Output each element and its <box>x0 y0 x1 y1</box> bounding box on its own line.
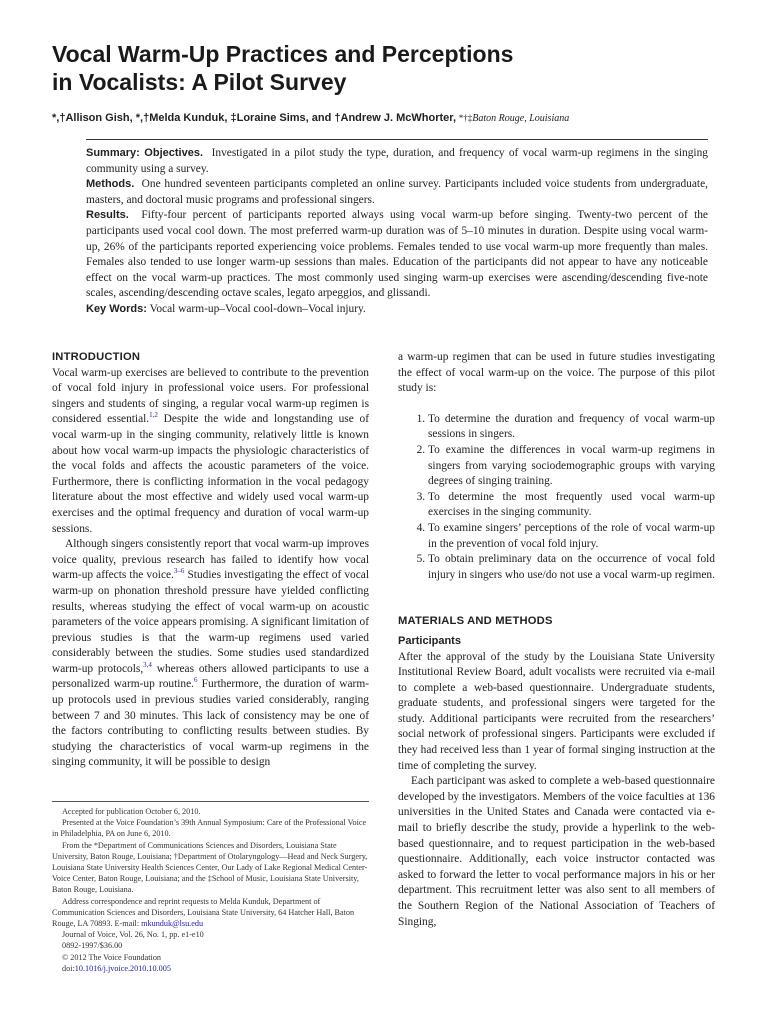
footnote-journal: Journal of Voice, Vol. 26, No. 1, pp. e1-e10 <box>62 930 204 940</box>
intro-paragraph-1 <box>52 366 369 538</box>
results-text: Fifty-four percent of participants reported always using vocal warm-up before singing. Twenty-two percent of the participants used vocal cool down. The most preferred warm-up duration was of 5–10 minutes in duration. Despite using vocal warm-up, 26% of the participants reported experiencing voice problems. Females tended to use vocal warm-up more frequently than males. Females also tended to use longer warm-up sessions than males. Education of the participants did not appear to have any noticeable effect on the vocal warm-up practices. The most commonly used singing warm-up exercises were ascending/descending five-note scales, ascending/descending octave scales, legato arpeggios, and glissandi. <box>86 209 708 300</box>
intro-continued: a warm-up regimen that can be used in future studies investigating the effect of vocal warm-up on the voice. The purpose of this pilot study is: <box>398 351 715 395</box>
aims-list <box>398 412 715 584</box>
title-line-2: in Vocalists: A Pilot Survey <box>52 69 347 95</box>
spacer <box>398 583 715 614</box>
address-text: Address correspondence and reprint requests to Melda Kunduk, Department of Communication Sciences and Disorders, Louisiana State University, 64 Hatcher Hall, Baton Rouge, LA 70893. E-mail: <box>52 896 355 929</box>
doi-label: doi: <box>62 963 75 973</box>
participants-subheading: Participants <box>398 634 461 647</box>
footnote-issn: 0892-1997/$36.00 <box>62 941 123 951</box>
email-link[interactable]: mkunduk@lsu.edu <box>141 919 204 929</box>
location-marks: *†‡ <box>458 113 473 123</box>
abstract-results <box>86 208 708 302</box>
abstract-keywords <box>86 302 708 318</box>
author-location: Baton Rouge, Louisiana <box>472 113 570 124</box>
introduction-heading: INTRODUCTION <box>52 351 141 363</box>
aim-item: 4. To examine singers’ perceptions of the role of vocal warm-up in the prevention of vocal fold injury. <box>428 521 715 552</box>
footnote-doi <box>52 963 369 974</box>
intro-p2-text-d: Furthermore, the duration of warm-up protocols used in previous studies varied considerably, ranging between 7 and 30 minutes. This lack of consistency may be one of the factors contributing to conflicting results between studies. By studying the characteristics of vocal warm-up regimens in the singing community, it will be possible to design <box>52 678 369 769</box>
citation-ref[interactable]: 1,2 <box>149 411 158 420</box>
footnote-accepted: Accepted for publication October 6, 2010. <box>62 807 201 816</box>
citation-ref[interactable]: 3–6 <box>173 567 185 576</box>
aim-item: 3. To determine the most frequently used vocal warm-up exercises in the singing community. <box>428 490 715 521</box>
citation-ref[interactable]: 3,4 <box>143 661 152 670</box>
aim-item: 1. To determine the duration and frequency of vocal warm-up sessions in singers. <box>428 412 715 443</box>
intro-p2-text-b: Studies investigating the effect of vocal warm-up on phonation threshold pressure have yielded conflicting results, whereas studying the effect of vocal warm-up on acoustic parameters of the voice appears promising. A significant limitation of previous studies is that the warm-up regimens used varied considerably between the studies. Some studies used standardized warm-up protocols, <box>52 569 369 675</box>
abstract-methods <box>86 177 708 208</box>
author-line <box>52 112 732 124</box>
spacer <box>398 397 715 412</box>
paper-title <box>52 40 712 96</box>
methods-heading: MATERIALS AND METHODS <box>398 615 553 628</box>
aim-item: 2. To examine the differences in vocal warm-up regimens in singers from varying sociodemographic groups with varying degrees of singing training. <box>428 443 715 490</box>
footnote-copyright: © 2012 The Voice Foundation <box>62 952 162 962</box>
footnote-address <box>52 896 369 930</box>
methods-label: Methods. <box>86 178 135 191</box>
keywords-text: Vocal warm-up–Vocal cool-down–Vocal injury. <box>149 302 366 315</box>
intro-paragraph-2 <box>52 537 369 771</box>
doi-link[interactable]: 10.1016/j.jvoice.2010.10.005 <box>74 963 171 973</box>
intro-p1-text-b: Despite the wide and longstanding use of vocal warm-up in the singing community, relatively little is known about how vocal warm-up impacts the physiologic characteristics of the vocal folds and affects the acoustic parameters of the voice. Furthermore, there is conflicting information in the vocal pedagogy literature about the most effective and widely used vocal warm-up exercises and the optimal frequency and duration of vocal warm-up sessions. <box>52 413 369 535</box>
results-label: Results. <box>86 209 129 222</box>
intro-p2-text-a: Although singers consistently report that vocal warm-up improves voice quality, previous research has failed to identify how vocal warm-up affects the voice. <box>52 538 369 582</box>
title-line-1: Vocal Warm-Up Practices and Perceptions <box>52 41 514 67</box>
aim-item: 5. To obtain preliminary data on the occurrence of vocal fold injury in singers who use/do not use a vocal warm-up regimen. <box>428 552 715 583</box>
summary-label: Summary: Objectives. <box>86 147 203 159</box>
keywords-label: Key Words: <box>86 302 147 315</box>
intro-p1-text-a: Vocal warm-up exercises are believed to contribute to the prevention of vocal fold injury in professional voice users. For professional singers and students of singing, a regular vocal warm-up regimen is considered essential. <box>52 366 369 426</box>
footnote-rule <box>52 801 369 802</box>
methods-text: One hundred seventeen participants completed an online survey. Participants included voice students from undergraduate, masters, and doctoral music programs and professional singers. <box>86 178 708 206</box>
abstract-box <box>86 146 708 318</box>
footnote-presented: Presented at the Voice Foundation’s 39th Annual Symposium: Care of the Professional Voice in Philadelphia, PA on June 6, 2010. <box>52 818 367 839</box>
summary-text: Investigated in a pilot study the type, duration, and frequency of vocal warm-up regimens in the singing community using a survey. <box>86 147 708 175</box>
footnotes <box>52 806 369 974</box>
abstract-summary <box>86 146 708 177</box>
author-names: *,†Allison Gish, *,†Melda Kunduk, ‡Loraine Sims, and †Andrew J. McWhorter, <box>52 112 457 124</box>
abstract-top-rule <box>86 139 708 140</box>
right-column <box>398 350 715 930</box>
citation-ref[interactable]: 6 <box>194 676 198 685</box>
footnote-affiliations: From the *Department of Communications Sciences and Disorders, Louisiana State University, Baton Rouge, Louisiana; †Department of Otolaryngology—Head and Neck Surgery, Louisiana State University Health Sciences Center, Our Lady of Lake Regional Medical Center-Voice Center, Baton Rouge, Louisiana; and the ‡School of Music, Louisiana State University, Baton Rouge, Louisiana. <box>52 840 368 895</box>
methods-paragraph-2: Each participant was asked to complete a web-based questionnaire developed by the investigators. Members of the voice faculties at 136 universities in the United States and Canada were contacted via e-mail to briefly describe the study, provide a hyperlink to the web-based questionnaire, and to request participation in the web-based questionnaire. Additionally, each voice instructor contacted was asked to forward the letter to vocal performance majors in his or her department. This recruitment letter was also sent to all members of the Southern Region of the National Association of Teachers of Singing, <box>398 775 715 928</box>
left-column <box>52 350 369 771</box>
methods-paragraph-1: After the approval of the study by the Louisiana State University Institutional Review Board, adult vocalists were recruited via e-mail to complete a web-based questionnaire. Undergraduate students, graduate students, and professional singers were targeted for the study. Additional participants were recruited from the researchers’ social network of professional singers. Participants were excluded if they had received less than 1 year of formal singing instruction at the time of completing the survey. <box>398 650 715 772</box>
intro-p2-text-c: whereas others allowed participants to use a personalized warm-up routine. <box>52 662 369 691</box>
